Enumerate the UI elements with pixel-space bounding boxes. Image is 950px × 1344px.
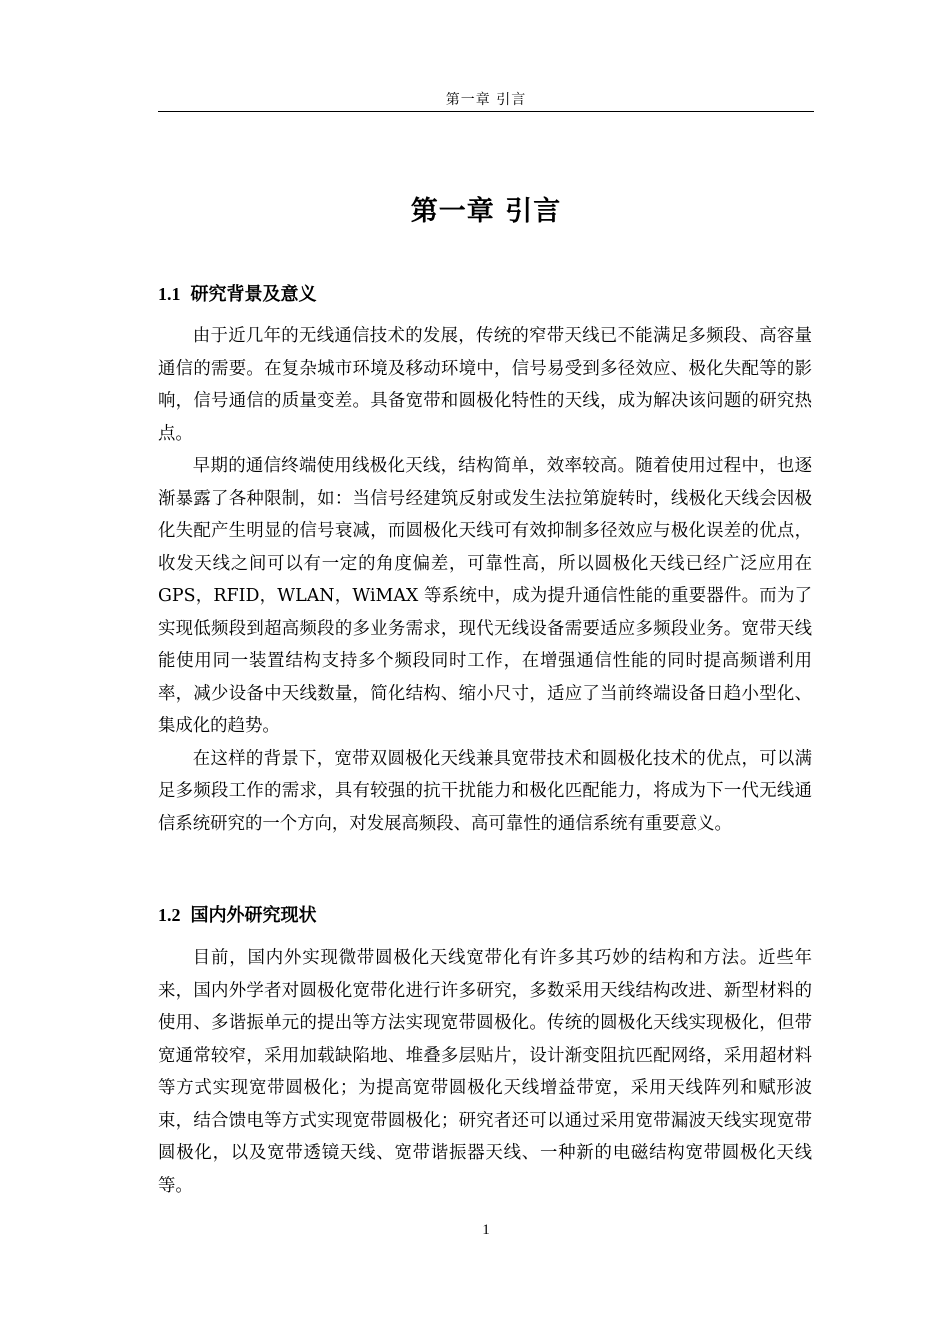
chapter-title: 第一章 引言 (410, 196, 562, 227)
section-heading-1-2 (158, 902, 814, 929)
header-rule (158, 111, 814, 112)
section-number: 1.2 (158, 905, 181, 925)
running-header: 第一章 引言 (445, 92, 527, 108)
paragraph: 在这样的背景下，宽带双圆极化天线兼具宽带技术和圆极化技术的优点，可以满足多频段工作的需求，具有较强的抗干扰能力和极化匹配能力，将成为下一代无线通信系统研究的一个方向，对发展高频段、高可靠性的通信系统有重要意义。 (158, 748, 812, 834)
paragraph: 由于近几年的无线通信技术的发展，传统的窄带天线已不能满足多频段、高容量通信的需要。在复杂城市环境及移动环境中，信号易受到多径效应、极化失配等的影响，信号通信的质量变差。具备宽带和圆极化特性的天线，成为解决该问题的研究热点。 (158, 326, 812, 444)
section-heading-1-1 (158, 281, 814, 308)
section-body-1-1 (158, 320, 812, 840)
section-title: 国内外研究现状 (190, 905, 317, 926)
page-number: 1 (482, 1222, 490, 1238)
paragraph: 目前，国内外实现微带圆极化天线宽带化有许多其巧妙的结构和方法。近些年来，国内外学者对圆极化宽带化进行许多研究，多数采用天线结构改进、新型材料的使用、多谐振单元的提出等方法实现宽带圆极化。传统的圆极化天线实现极化，但带宽通常较窄，采用加载缺陷地、堆叠多层贴片，设计渐变阻抗匹配网络，采用超材料等方式实现宽带圆极化；为提高宽带圆极化天线增益带宽，采用天线阵列和赋形波束，结合馈电等方式实现宽带圆极化；研究者还可以通过采用宽带漏波天线实现宽带圆极化，以及宽带透镜天线、宽带谐振器天线、一种新的电磁结构宽带圆极化天线等。 (158, 948, 812, 1196)
section-number: 1.1 (158, 284, 181, 304)
paragraph: 早期的通信终端使用线极化天线，结构简单，效率较高。随着使用过程中，也逐渐暴露了各种限制，如：当信号经建筑反射或发生法拉第旋转时，线极化天线会因极化失配产生明显的信号衰减，而圆极化天线可有效抑制多径效应与极化误差的优点，收发天线之间可以有一定的角度偏差，可靠性高，所以圆极化天线已经广泛应用在 GPS，RFID，WLAN，WiMAX 等系统中，成为提升通信性能的重要器件。而为了实现低频段到超高频段的多业务需求，现代无线设备需要适应多频段业务。宽带天线能使用同一装置结构支持多个频段同时工作，在增强通信性能的同时提高频谱利用率，减少设备中天线数量，简化结构、缩小尺寸，适应了当前终端设备日趋小型化、集成化的趋势。 (158, 456, 812, 736)
section-title: 研究背景及意义 (190, 284, 317, 305)
section-body-1-2 (158, 942, 812, 1202)
